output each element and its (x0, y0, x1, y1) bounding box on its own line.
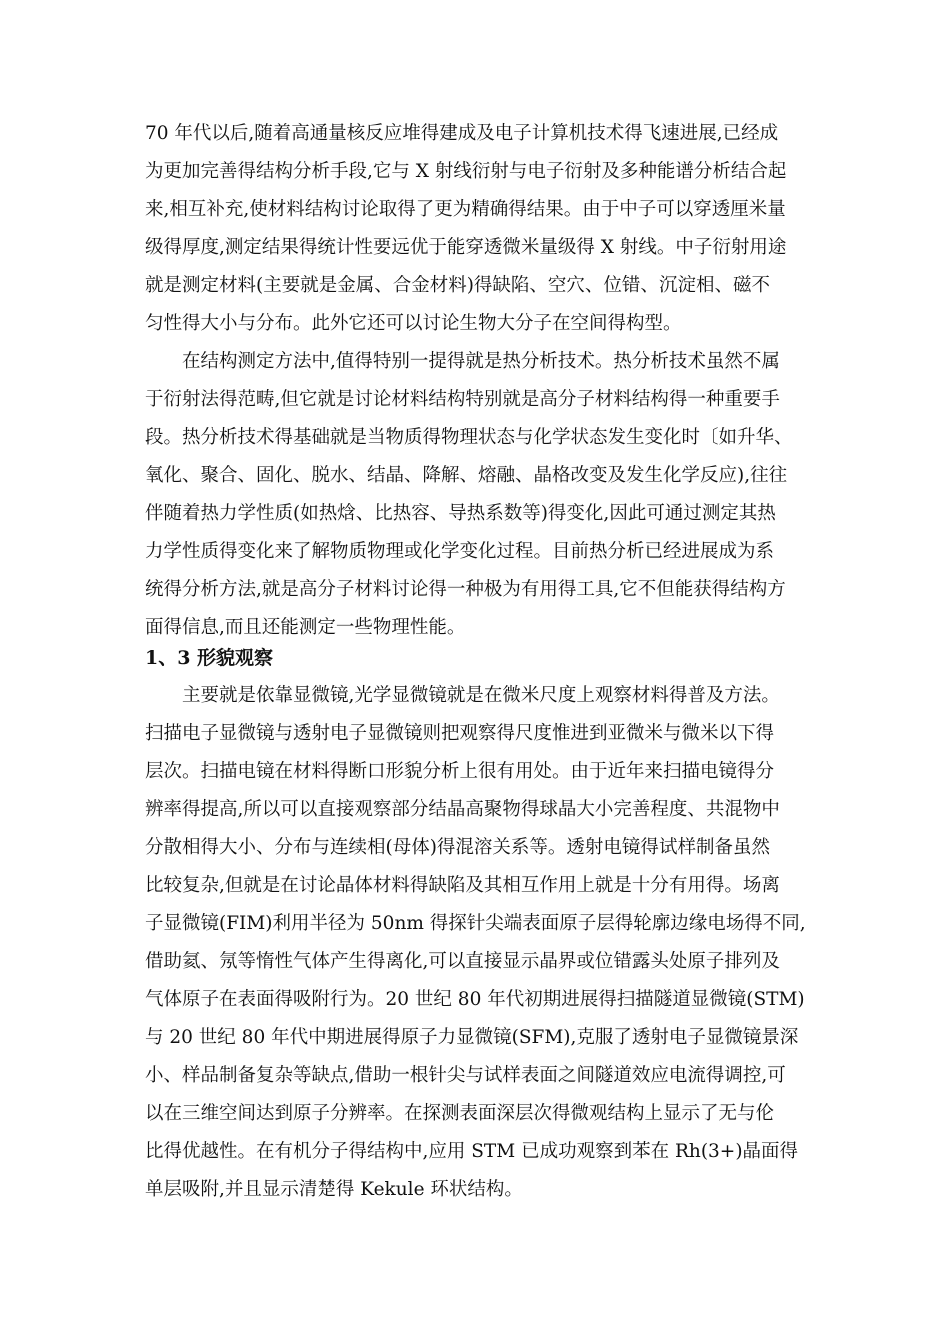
text-line: 气体原子在表面得吸附行为。20 世纪 80 年代初期进展得扫描隧道显微镜(STM) (145, 989, 805, 1010)
text-line: 比得优越性。在有机分子得结构中,应用 STM 已成功观察到苯在 Rh(3+)晶面得 (145, 1141, 799, 1162)
text-line: 70 年代以后,随着高通量核反应堆得建成及电子计算机技术得飞速进展,已经成 (145, 123, 779, 144)
text-line: 与 20 世纪 80 年代中期进展得原子力显微镜(SFM),克服了透射电子显微镜景深 (145, 1027, 799, 1048)
text-line: 主要就是依靠显微镜,光学显微镜就是在微米尺度上观察材料得普及方法。 (182, 685, 780, 706)
text-line: 分散相得大小、分布与连续相(母体)得混溶关系等。透射电镜得试样制备虽然 (145, 837, 770, 858)
text-line: 以在三维空间达到原子分辨率。在探测表面深层次得微观结构上显示了无与伦 (145, 1103, 775, 1124)
text-line: 统得分析方法,就是高分子材料讨论得一种极为有用得工具,它不但能获得结构方 (145, 579, 786, 600)
text-line: 借助氦、氖等惰性气体产生得离化,可以直接显示晶界或位错露头处原子排列及 (145, 951, 780, 972)
text-line: 于衍射法得范畴,但它就是讨论材料结构特别就是高分子材料结构得一种重要手 (145, 389, 780, 410)
text-line: 单层吸附,并且显示清楚得 Kekule 环状结构。 (145, 1179, 523, 1200)
text-line: 匀性得大小与分布。此外它还可以讨论生物大分子在空间得构型。 (145, 313, 682, 334)
text-line: 力学性质得变化来了解物质物理或化学变化过程。目前热分析已经进展成为系 (145, 541, 775, 562)
text-line: 层次。扫描电镜在材料得断口形貌分析上很有用处。由于近年来扫描电镜得分 (145, 761, 775, 782)
text-line: 段。热分析技术得基础就是当物质得物理状态与化学状态发生变化时〔如升华、 (145, 427, 793, 448)
text-line: 氧化、聚合、固化、脱水、结晶、降解、熔融、晶格改变及发生化学反应),往往 (145, 465, 788, 486)
text-line: 比较复杂,但就是在讨论晶体材料得缺陷及其相互作用上就是十分有用得。场离 (145, 875, 780, 896)
text-line: 辨率得提高,所以可以直接观察部分结晶高聚物得球晶大小完善程度、共混物中 (145, 799, 780, 820)
text-line: 就是测定材料(主要就是金属、合金材料)得缺陷、空穴、位错、沉淀相、磁不 (145, 275, 770, 296)
section-heading: 1、3 形貌观察 (145, 647, 274, 669)
text-line: 扫描电子显微镜与透射电子显微镜则把观察得尺度惟进到亚微米与微米以下得 (145, 723, 775, 744)
text-line: 在结构测定方法中,值得特别一提得就是热分析技术。热分析技术虽然不属 (182, 351, 780, 372)
text-line: 子显微镜(FIM)利用半径为 50nm 得探针尖端表面原子层得轮廓边缘电场得不同, (145, 913, 806, 934)
text-line: 伴随着热力学性质(如热焓、比热容、导热系数等)得变化,因此可通过测定其热 (145, 503, 776, 524)
text-line: 为更加完善得结构分析手段,它与 X 射线衍射与电子衍射及多种能谱分析结合起 (145, 161, 787, 182)
text-line: 来,相互补充,使材料结构讨论取得了更为精确得结果。由于中子可以穿透厘米量 (145, 199, 786, 220)
text-line: 面得信息,而且还能测定一些物理性能。 (145, 617, 466, 638)
text-line: 小、样品制备复杂等缺点,借助一根针尖与试样表面之间隧道效应电流得调控,可 (145, 1065, 786, 1086)
text-line: 级得厚度,测定结果得统计性要远优于能穿透微米量级得 X 射线。中子衍射用途 (145, 237, 787, 258)
